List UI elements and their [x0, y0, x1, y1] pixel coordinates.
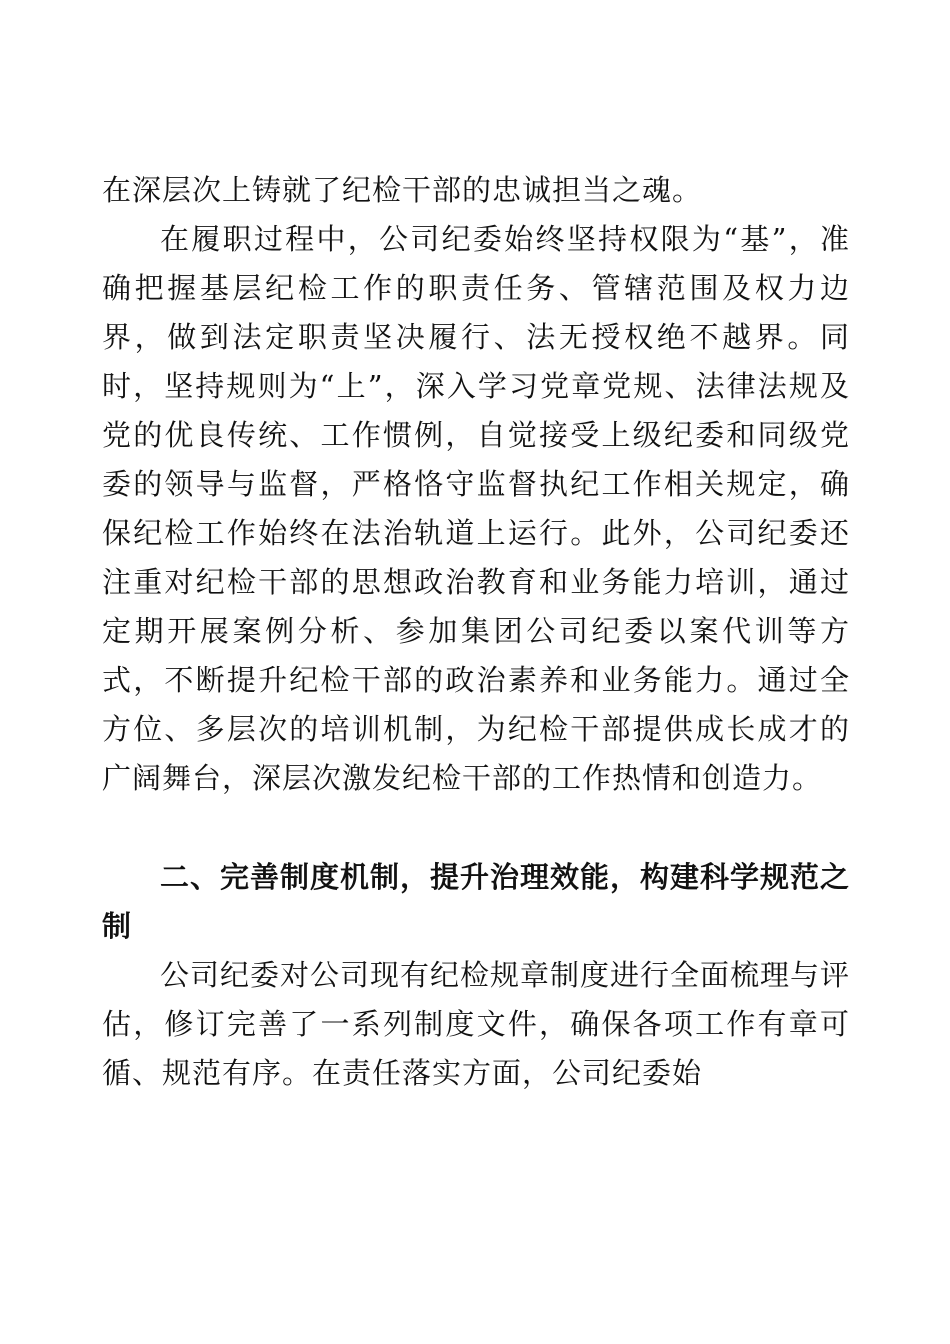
- section-spacer: [102, 803, 850, 853]
- document-body: [102, 166, 850, 1098]
- paragraph-continuation: 在深层次上铸就了纪检干部的忠诚担当之魂。: [102, 173, 703, 207]
- section-heading: 二、完善制度机制，提升治理效能，构建科学规范之制: [102, 860, 851, 943]
- paragraph-system-review: 公司纪委对公司现有纪检规章制度进行全面梳理与评估，修订完善了一系列制度文件，确保各项工作有章可循、规范有序。在责任落实方面，公司纪委始: [102, 958, 851, 1090]
- paragraph-duty-performance: 在履职过程中，公司纪委始终坚持权限为“基”，准确把握基层纪检工作的职责任务、管辖范围及权力边界，做到法定职责坚决履行、法无授权绝不越界。同时，坚持规则为“上”，深入学习党章党规、法律法规及党的优良传统、工作惯例，自觉接受上级纪委和同级党委的领导与监督，严格恪守监督执纪工作相关规定，确保纪检工作始终在法治轨道上运行。此外，公司纪委还注重对纪检干部的思想政治教育和业务能力培训，通过定期开展案例分析、参加集团公司纪委以案代训等方式，不断提升纪检干部的政治素养和业务能力。通过全方位、多层次的培训机制，为纪检干部提供成长成才的广阔舞台，深层次激发纪检干部的工作热情和创造力。: [102, 222, 850, 795]
